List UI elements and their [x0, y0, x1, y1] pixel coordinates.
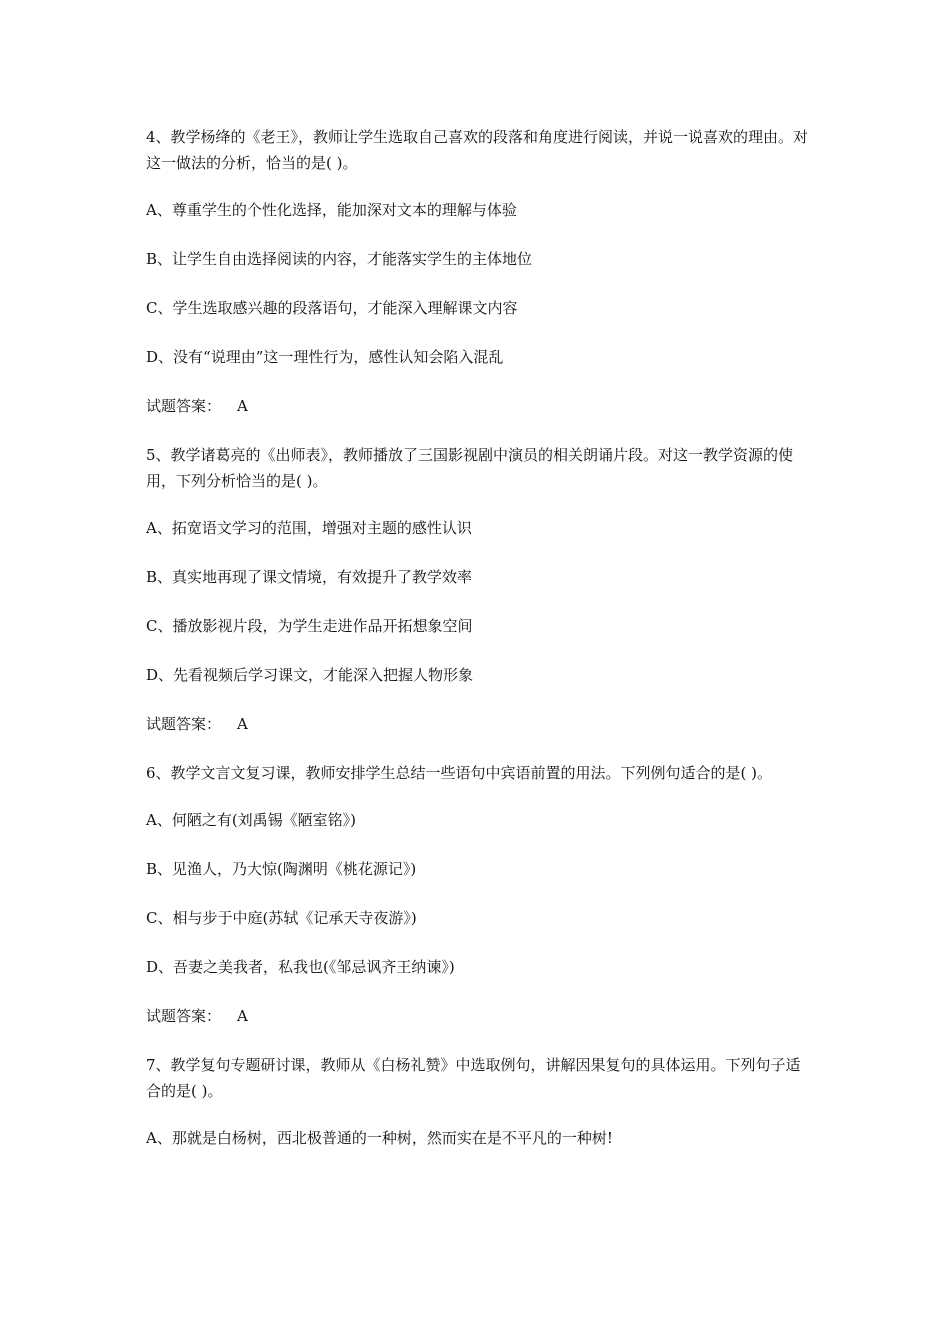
answer-value: A [237, 397, 248, 415]
option-d: D、没有“说理由”这一理性行为，感性认知会陷入混乱 [146, 348, 504, 366]
question-stem: 6、教学文言文复习课，教师安排学生总结一些语句中宾语前置的用法。下列例句适合的是( )。 [146, 764, 773, 782]
option-a: A、拓宽语文学习的范围，增强对主题的感性认识 [146, 519, 472, 537]
answer-value: A [237, 715, 248, 733]
option-d: D、吾妻之美我者，私我也(《邹忌讽齐王纳谏》) [146, 958, 455, 976]
option-b: B、让学生自由选择阅读的内容，才能落实学生的主体地位 [146, 250, 533, 268]
answer-line [146, 1003, 814, 1029]
question-stem: 7、教学复句专题研讨课，教师从《白杨礼赞》中选取例句，讲解因果复句的具体运用。下列句子适合的是( )。 [146, 1056, 801, 1100]
option-b: B、见渔人，乃大惊(陶渊明《桃花源记》) [146, 860, 417, 878]
option-a: A、尊重学生的个性化选择，能加深对文本的理解与体验 [146, 201, 517, 219]
option-b: B、真实地再现了课文情境，有效提升了教学效率 [146, 568, 473, 586]
answer-line [146, 393, 814, 419]
answer-label: 试题答案： [146, 397, 222, 415]
answer-value: A [237, 1007, 248, 1025]
option-a: A、何陋之有(刘禹锡《陋室铭》) [146, 811, 357, 829]
option-a: A、那就是白杨树，西北极普通的一种树，然而实在是不平凡的一种树! [146, 1129, 613, 1147]
option-c: C、相与步于中庭(苏轼《记承天寺夜游》) [146, 909, 417, 927]
answer-line [146, 711, 814, 737]
option-c: C、播放影视片段，为学生走进作品开拓想象空间 [146, 617, 473, 635]
question-stem: 4、教学杨绛的《老王》，教师让学生选取自己喜欢的段落和角度进行阅读，并说一说喜欢的理由。对这一做法的分析，恰当的是( )。 [146, 128, 809, 172]
answer-label: 试题答案： [146, 1007, 222, 1025]
option-c: C、学生选取感兴趣的段落语句，才能深入理解课文内容 [146, 299, 518, 317]
answer-label: 试题答案： [146, 715, 222, 733]
question-stem: 5、教学诸葛亮的《出师表》，教师播放了三国影视剧中演员的相关朗诵片段。对这一教学资源的使用，下列分析恰当的是( )。 [146, 446, 794, 490]
option-d: D、先看视频后学习课文，才能深入把握人物形象 [146, 666, 474, 684]
document-page [146, 124, 814, 1174]
